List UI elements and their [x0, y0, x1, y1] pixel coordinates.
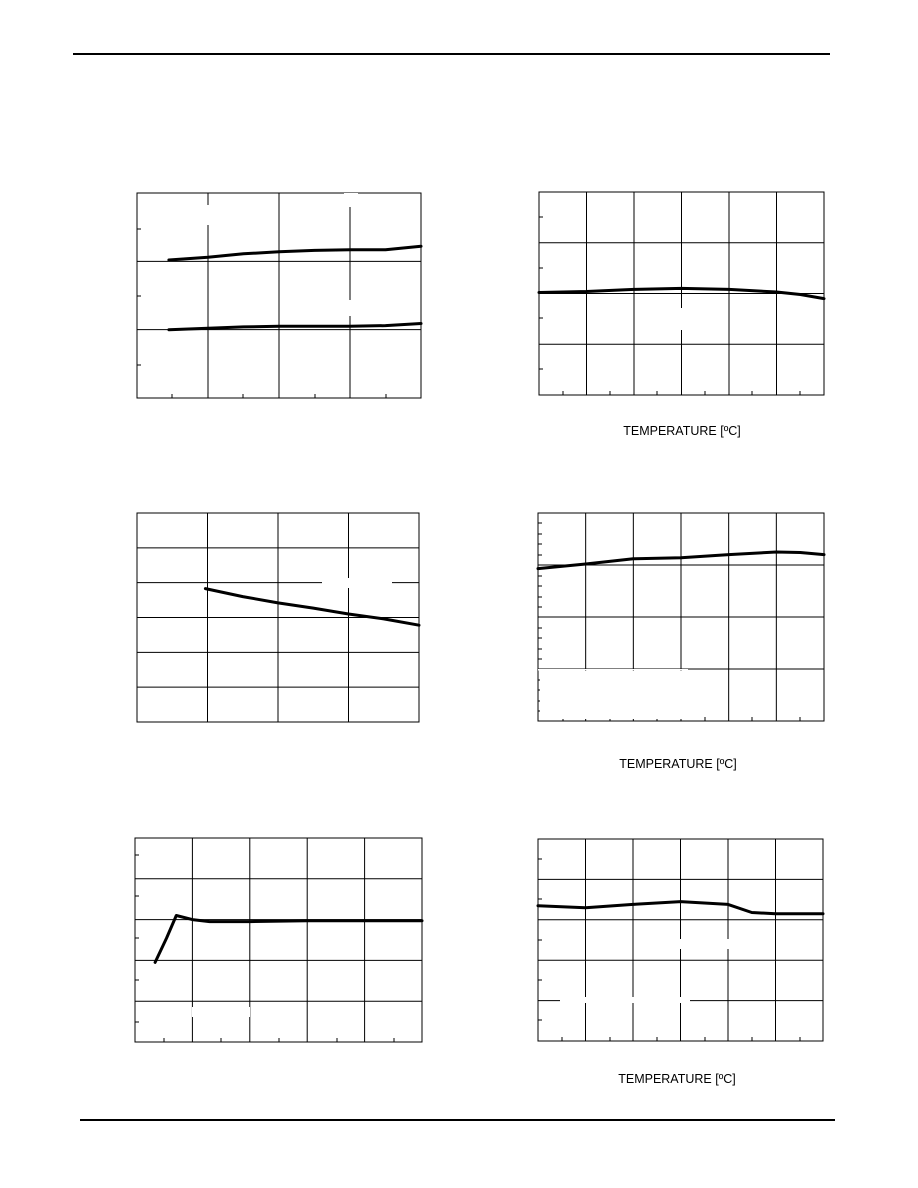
x-axis-label: TEMPERATURE [ºC]: [618, 1072, 736, 1086]
label-blank: [560, 997, 690, 1003]
chart-3: [137, 513, 419, 722]
label-blank: [200, 205, 220, 225]
label-blank: [538, 669, 688, 671]
label-blank: [340, 300, 356, 316]
label-blank: [192, 1007, 250, 1017]
chart-5: [135, 838, 422, 1042]
label-blank: [640, 939, 730, 949]
label-blank: [670, 308, 692, 330]
x-axis-label: TEMPERATURE [ºC]: [623, 424, 741, 438]
label-blank: [322, 578, 392, 588]
chart-1: [137, 193, 421, 398]
chart-2: [539, 192, 824, 438]
x-axis-label: TEMPERATURE [ºC]: [619, 757, 737, 771]
chart-4: [538, 513, 824, 771]
plot-frame: [135, 838, 422, 1042]
label-blank: [344, 193, 358, 207]
label-blank: [540, 671, 690, 719]
chart-6: [538, 839, 823, 1086]
